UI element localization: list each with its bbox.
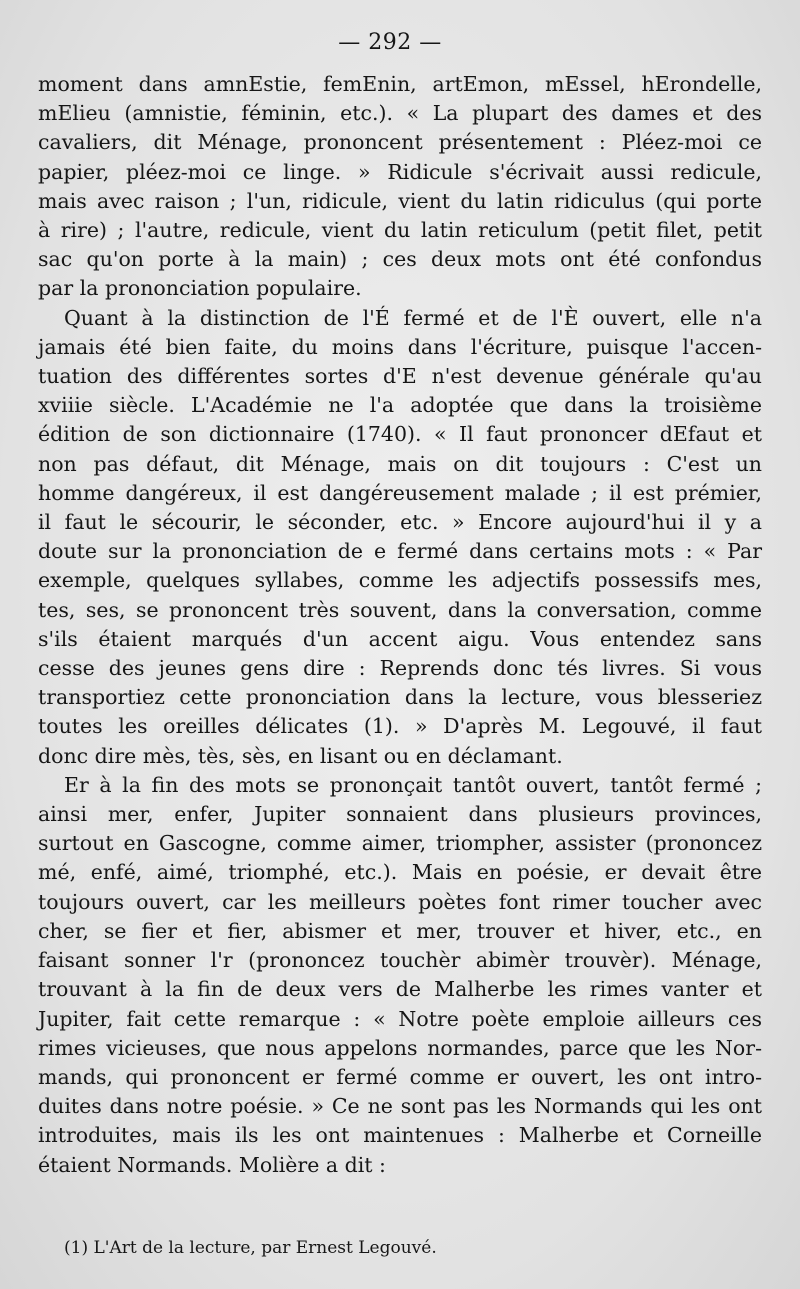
text-line: ainsi mer, enfer, Jupiter sonnaient dans plusieurs provinces, xyxy=(38,802,762,827)
text-line: xviiie siècle. L'Académie ne l'a adoptée que dans la troisième xyxy=(38,393,762,418)
text-line: cavaliers, dit Ménage, prononcent présentement : Pléez-moi ce xyxy=(38,130,762,155)
text-line: jamais été bien faite, du moins dans l'écriture, puisque l'accen- xyxy=(38,334,762,359)
text-line: faisant sonner l'r (prononcez touchèr abimèr trouvèr). Ménage, xyxy=(38,948,762,973)
text-line: non pas défaut, dit Ménage, mais on dit toujours : C'est un xyxy=(38,451,762,476)
text-line: exemple, quelques syllabes, comme les adjectifs possessifs mes, xyxy=(38,568,762,593)
text-line: édition de son dictionnaire (1740). « Il faut prononcer dEfaut et xyxy=(38,422,762,447)
text-line: papier, pléez-moi ce linge. » Ridicule s'écrivait aussi redicule, xyxy=(38,159,762,184)
text-line: sac qu'on porte à la main) ; ces deux mots ont été confondus xyxy=(38,247,762,272)
text-line: trouvant à la fin de deux vers de Malherbe les rimes vanter et xyxy=(38,977,762,1002)
text-line: Er à la fin des mots se prononçait tantôt ouvert, tantôt fermé ; xyxy=(64,772,762,797)
text-line: toujours ouvert, car les meilleurs poètes font rimer toucher avec xyxy=(38,889,762,914)
page-number: — 292 — xyxy=(338,30,442,55)
text-line: il faut le sécourir, le séconder, etc. » Encore aujourd'hui il y a xyxy=(38,510,762,535)
body-text xyxy=(38,70,762,1180)
text-line: étaient Normands. Molière a dit : xyxy=(38,1152,386,1177)
text-line: s'ils étaient marqués d'un accent aigu. Vous entendez sans xyxy=(38,626,762,651)
text-line: à rire) ; l'autre, redicule, vient du latin reticulum (petit filet, petit xyxy=(38,218,762,243)
text-line: surtout en Gascogne, comme aimer, triompher, assister (prononcez xyxy=(38,831,762,856)
text-line: homme dangéreux, il est dangéreusement malade ; il est prémier, xyxy=(38,480,762,505)
text-line: donc dire mès, tès, sès, en lisant ou en déclamant. xyxy=(38,743,563,768)
text-line: Quant à la distinction de l'É fermé et de l'È ouvert, elle n'a xyxy=(64,305,762,330)
text-line: rimes vicieuses, que nous appelons normandes, parce que les Nor- xyxy=(38,1035,762,1060)
text-line: Jupiter, fait cette remarque : « Notre poète emploie ailleurs ces xyxy=(38,1006,762,1031)
text-line: cher, se fier et fier, abismer et mer, trouver et hiver, etc., en xyxy=(38,918,762,943)
text-line: transportiez cette prononciation dans la lecture, vous blesseriez xyxy=(38,685,762,710)
text-line: mais avec raison ; l'un, ridicule, vient du latin ridiculus (qui porte xyxy=(38,188,762,213)
text-line: tes, ses, se prononcent très souvent, dans la conversation, comme xyxy=(38,597,762,622)
text-line: toutes les oreilles délicates (1). » D'après M. Legouvé, il faut xyxy=(38,714,762,739)
text-line: duites dans notre poésie. » Ce ne sont pas les Normands qui les ont xyxy=(38,1094,762,1119)
text-line: par la prononciation populaire. xyxy=(38,276,362,301)
text-line: cesse des jeunes gens dire : Reprends donc tés livres. Si vous xyxy=(38,656,762,681)
text-line: doute sur la prononciation de e fermé dans certains mots : « Par xyxy=(38,539,762,564)
text-line: tuation des différentes sortes d'E n'est devenue générale qu'au xyxy=(38,364,762,389)
text-line: mElieu (amnistie, féminin, etc.). « La plupart des dames et des xyxy=(38,101,762,126)
text-line: introduites, mais ils les ont maintenues : Malherbe et Corneille xyxy=(38,1123,762,1148)
text-line: mé, enfé, aimé, triomphé, etc.). Mais en poésie, er devait être xyxy=(38,860,762,885)
footnote: (1) L'Art de la lecture, par Ernest Legouvé. xyxy=(64,1238,437,1258)
text-line: moment dans amnEstie, femEnin, artEmon, mEssel, hErondelle, xyxy=(38,72,762,96)
text-line: mands, qui prononcent er fermé comme er ouvert, les ont intro- xyxy=(38,1064,762,1089)
